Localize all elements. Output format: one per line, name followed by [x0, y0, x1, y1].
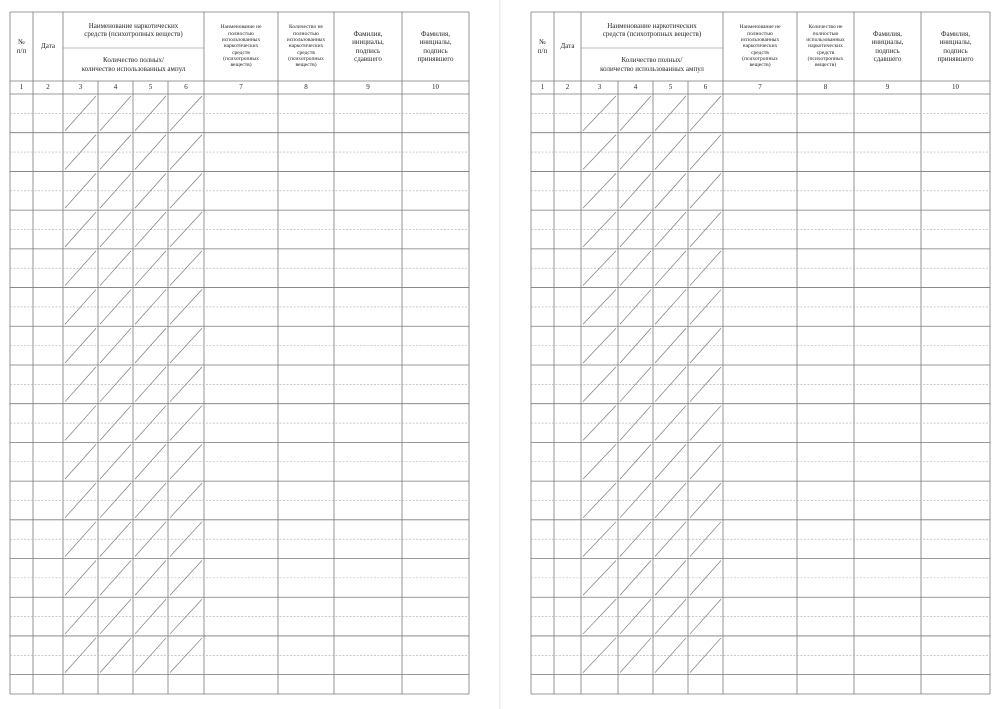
ampoule-slash — [690, 135, 721, 170]
ampoule-slash — [620, 406, 651, 441]
ampoule-slash — [620, 173, 651, 208]
header-quantity: Количество полных/ количество использованных ампул — [600, 56, 704, 73]
column-number-10: 10 — [952, 83, 959, 92]
ampoule-slash — [620, 522, 651, 557]
header-quantity: Количество полных/ количество использованных ампул — [81, 56, 186, 73]
ampoule-slash — [620, 290, 651, 325]
header-partial-quantity: Количество не полностью использованных наркотических средств (психотропных веществ) — [286, 24, 326, 69]
column-number-7: 7 — [239, 83, 243, 92]
ampoule-slash — [690, 328, 721, 363]
ampoule-slash — [655, 367, 686, 402]
ampoule-slash — [655, 522, 686, 557]
ampoule-slash — [620, 96, 651, 131]
ampoule-slash — [690, 173, 721, 208]
column-number-4: 4 — [113, 83, 118, 92]
ampoule-slash — [690, 599, 721, 634]
ampoule-slash — [655, 599, 686, 634]
column-number-2: 2 — [565, 83, 570, 92]
column-number-3: 3 — [597, 83, 602, 92]
ampoule-slash — [655, 444, 686, 479]
column-number-5: 5 — [668, 83, 673, 92]
header-partial-quantity: Количество не полностью использованных наркотических средств (психотропных веществ) — [806, 24, 845, 69]
ampoule-slash — [655, 96, 686, 131]
ampoule-slash — [690, 483, 721, 518]
ampoule-slash — [690, 406, 721, 441]
ampoule-slash — [655, 135, 686, 170]
ampoule-slash — [620, 483, 651, 518]
column-number-8: 8 — [823, 83, 828, 92]
ampoule-slash — [655, 251, 686, 286]
ampoule-slash — [620, 638, 651, 673]
header-date: Дата — [41, 42, 55, 51]
header-date: Дата — [560, 42, 575, 51]
column-number-10: 10 — [432, 83, 439, 92]
ampoule-slash — [690, 522, 721, 557]
ampoule-slash — [690, 561, 721, 596]
column-number-8: 8 — [304, 83, 308, 92]
column-number-1: 1 — [19, 83, 24, 92]
table-grid — [500, 0, 1000, 709]
ampoule-slash — [655, 638, 686, 673]
ampoule-slash — [620, 135, 651, 170]
ampoule-slash — [620, 599, 651, 634]
ampoule-slash — [690, 444, 721, 479]
header-number: № п/п — [537, 38, 548, 55]
ampoule-slash — [690, 638, 721, 673]
ampoule-slash — [690, 367, 721, 402]
column-number-2: 2 — [46, 83, 50, 92]
ampoule-slash — [690, 96, 721, 131]
ampoule-slash — [620, 212, 651, 247]
column-number-7: 7 — [758, 83, 762, 92]
column-number-6: 6 — [703, 83, 708, 92]
column-number-9: 9 — [366, 83, 370, 92]
ampoule-slash — [620, 251, 651, 286]
header-handed-over-by: Фамилия, инициалы, подпись сдавшего — [352, 29, 384, 63]
ampoule-slash — [655, 561, 686, 596]
ampoule-slash — [620, 367, 651, 402]
ampoule-slash — [655, 173, 686, 208]
journal-page-right — [500, 0, 1000, 709]
header-received-by: Фамилия, инициалы, подпись принявшего — [417, 29, 454, 63]
header-number: № п/п — [16, 38, 27, 55]
ampoule-slash — [690, 251, 721, 286]
ampoule-slash — [655, 290, 686, 325]
column-number-1: 1 — [540, 83, 545, 92]
column-number-4: 4 — [633, 83, 638, 92]
ampoule-slash — [655, 406, 686, 441]
ampoule-slash — [690, 212, 721, 247]
ampoule-slash — [655, 328, 686, 363]
ampoule-slash — [690, 290, 721, 325]
header-partial-name: Наименование не полностью использованных наркотических средств (психотропных веществ) — [739, 24, 781, 69]
column-number-9: 9 — [885, 83, 890, 92]
column-number-5: 5 — [148, 83, 153, 92]
column-number-3: 3 — [78, 83, 83, 92]
ampoule-slash — [620, 444, 651, 479]
ampoule-slash — [620, 328, 651, 363]
header-substance-name: Наименование наркотических средств (психотропных веществ) — [84, 21, 183, 38]
header-handed-over-by: Фамилия, инициалы, подпись сдавшего — [871, 29, 904, 63]
ampoule-slash — [655, 212, 686, 247]
header-partial-name: Наименование не полностью использованных наркотических средств (психотропных веществ) — [220, 24, 262, 69]
column-number-6: 6 — [184, 83, 188, 92]
ampoule-slash — [620, 561, 651, 596]
header-received-by: Фамилия, инициалы, подпись принявшего — [937, 29, 974, 63]
ampoule-slash — [655, 483, 686, 518]
header-substance-name: Наименование наркотических средств (психотропных веществ) — [602, 21, 702, 38]
